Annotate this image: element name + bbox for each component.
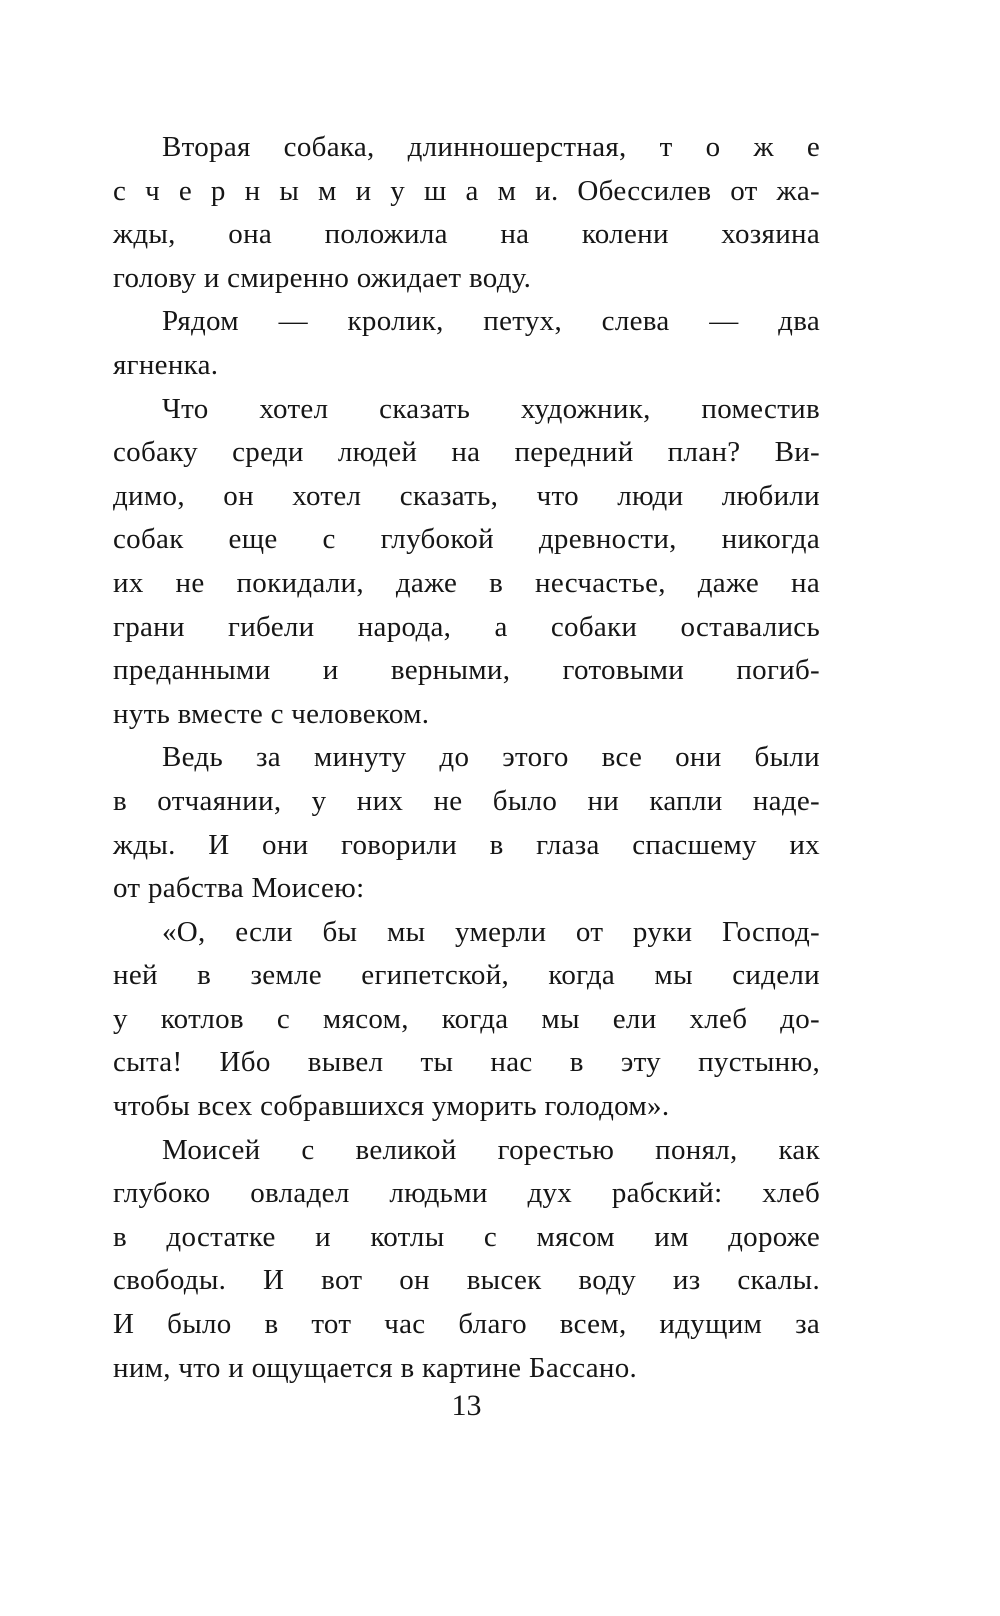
text-line: их не покидали, даже в несчастье, даже на (113, 566, 820, 599)
text-line: Рядом — кролик, петух, слева — два (162, 305, 820, 338)
text-line: Что хотел сказать художник, поместив (162, 392, 820, 425)
paragraph (113, 1129, 820, 1391)
text-line: жды. И они говорили в глаза спасшему их (113, 828, 820, 861)
text-line: ягненка. (113, 348, 219, 381)
text-line: в отчаянии, у них не было ни капли наде- (113, 784, 820, 817)
text-line: собак еще с глубокой древности, никогда (113, 523, 820, 556)
page-number: 13 (451, 1389, 482, 1422)
text-block (113, 126, 820, 1390)
text-line: грани гибели народа, а собаки оставались (113, 610, 820, 643)
text-line: собаку среди людей на передний план? Ви- (113, 436, 820, 469)
text-line: голову и смиренно ожидает воду. (113, 261, 532, 294)
text-line: свободы. И вот он высек воду из скалы. (113, 1264, 820, 1297)
text-line: чтобы всех собравшихся уморить голодом». (113, 1090, 670, 1123)
text-line: сыта! Ибо вывел ты нас в эту пустыню, (113, 1046, 820, 1079)
text-line: Моисей с великой горестью понял, как (162, 1133, 820, 1166)
text-line: от рабства Моисею: (113, 872, 365, 905)
text-line: глубоко овладел людьми дух рабский: хлеб (113, 1177, 820, 1210)
text-line: Ведь за минуту до этого все они были (162, 741, 820, 774)
text-line: И было в тот час благо всем, идущим за (113, 1308, 820, 1341)
paragraph (113, 300, 820, 387)
text-line: «О, если бы мы умерли от руки Господ- (162, 915, 820, 948)
paragraph (113, 388, 820, 737)
paragraph (113, 911, 820, 1129)
text-line: ним, что и ощущается в картине Бассано. (113, 1351, 638, 1384)
paragraph (113, 736, 820, 910)
text-line: нуть вместе с человеком. (113, 697, 430, 730)
text-line: в достатке и котлы с мясом им дороже (113, 1220, 820, 1253)
text-line: у котлов с мясом, когда мы ели хлеб до- (113, 1002, 820, 1035)
text-line: с ч е р н ы м и у ш а м и. Обессилев от жа- (113, 174, 820, 207)
text-line: преданными и верными, готовыми погиб- (113, 654, 820, 687)
text-line: ней в земле египетской, когда мы сидели (113, 959, 820, 992)
text-line: Вторая собака, длинношерстная, т о ж е (162, 131, 820, 163)
text-line: димо, он хотел сказать, что люди любили (113, 479, 820, 512)
paragraph (113, 126, 820, 300)
text-line: жды, она положила на колени хозяина (113, 218, 820, 251)
